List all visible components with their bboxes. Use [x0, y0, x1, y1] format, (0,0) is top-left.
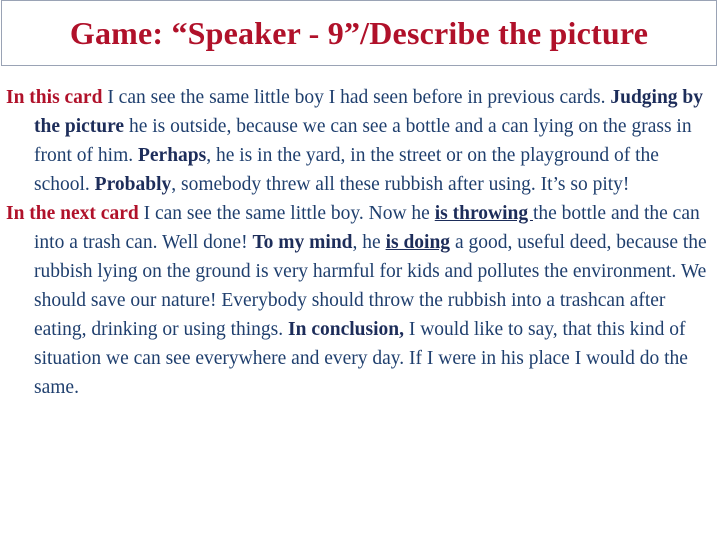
text-run: I would like to say, that this kind of situation we can see everywhere and every day. If I were in his place I would do the same. [34, 319, 688, 398]
lead-phrase: In the next card [6, 203, 139, 224]
title-box [1, 0, 717, 66]
underlined-phrase: is doing [385, 232, 451, 253]
text-run: he is outside, because we can see a bottle and a can lying on the grass in front of him. [34, 116, 692, 166]
text-run: a good, useful deed, because the rubbish lying on the ground is very harmful for kids and pollutes the environment. We should save our nature! Everybody should throw the rubbish into a trashcan after eating, drinking or using things. [34, 232, 707, 340]
slide-title: Game: “Speaker - 9”/Describe the picture [69, 14, 649, 51]
bold-phrase: To my mind [252, 232, 353, 253]
text-run: , he [352, 232, 386, 253]
underlined-phrase: is throwing [434, 203, 533, 224]
text-run: , he is in the yard, in the street or on the playground of the school. [34, 145, 659, 195]
text-run: I can see the same little boy. Now he [138, 203, 435, 224]
bold-phrase: Perhaps [137, 145, 207, 166]
paragraph-1 [6, 83, 714, 199]
lead-phrase: In this card [6, 87, 103, 108]
bold-phrase: In conclusion, [288, 319, 404, 340]
text-run: I can see the same little boy I had seen before in previous cards. [102, 87, 611, 108]
text-run: , somebody threw all these rubbish after using. It’s so pity! [171, 174, 630, 195]
bold-phrase: Probably [94, 174, 172, 195]
text-run: the bottle and the can into a trash can. Well done! [34, 203, 700, 253]
paragraph-2 [6, 199, 714, 402]
bold-phrase: Judging by the picture [34, 87, 704, 137]
body-text [6, 83, 714, 402]
